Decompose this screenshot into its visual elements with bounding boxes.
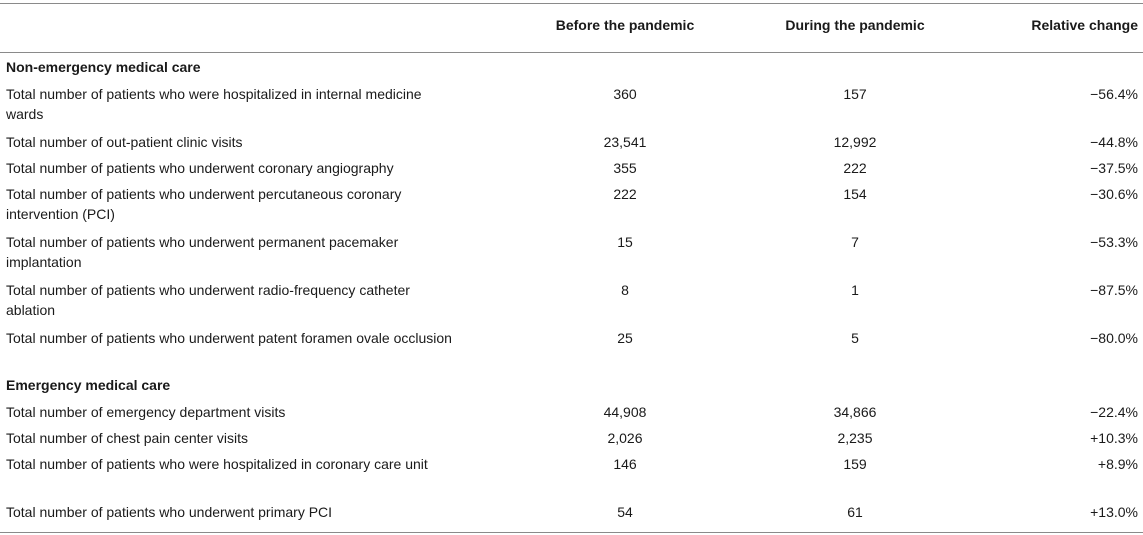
value-before: 54 xyxy=(617,504,633,520)
value-before: 44,908 xyxy=(603,404,647,420)
header-before: Before the pandemic xyxy=(555,17,695,33)
value-during: 12,992 xyxy=(833,134,877,150)
section-title-non-emergency: Non-emergency medical care xyxy=(6,59,201,75)
header-rule xyxy=(0,52,1143,53)
value-before: 2,026 xyxy=(607,430,643,446)
row-label: Total number of patients who underwent radio-frequency catheter ablation xyxy=(6,282,410,318)
table-row xyxy=(0,325,1143,373)
value-change: −30.6% xyxy=(1090,186,1138,202)
row-label: Total number of patients who were hospitalized in coronary care unit xyxy=(6,456,428,472)
value-during: 154 xyxy=(843,186,867,202)
value-before: 15 xyxy=(617,234,633,250)
value-change: +10.3% xyxy=(1090,430,1138,446)
value-during: 2,235 xyxy=(837,430,873,446)
value-change: −56.4% xyxy=(1090,86,1138,102)
value-change: +8.9% xyxy=(1097,456,1138,472)
table-row xyxy=(0,451,1143,499)
row-label: Total number of chest pain center visits xyxy=(6,430,249,446)
value-during: 159 xyxy=(843,456,867,472)
table-row xyxy=(0,181,1143,229)
header-row xyxy=(0,4,1143,52)
value-during: 34,866 xyxy=(833,404,877,420)
header-change: Relative change xyxy=(1031,17,1138,33)
row-label: Total number of patients who underwent permanent pacemaker implantation xyxy=(6,234,399,270)
section-title-emergency: Emergency medical care xyxy=(6,377,171,393)
value-during: 5 xyxy=(851,330,859,346)
value-before: 8 xyxy=(621,282,629,298)
value-before: 146 xyxy=(613,456,637,472)
value-change: −80.0% xyxy=(1090,330,1138,346)
table-row xyxy=(0,277,1143,325)
value-change: +13.0% xyxy=(1090,504,1138,520)
header-during: During the pandemic xyxy=(785,17,925,33)
row-label: Total number of patients who were hospitalized in internal medicine wards xyxy=(6,86,422,122)
table-row xyxy=(0,229,1143,277)
table-row xyxy=(0,155,1143,181)
bottom-rule xyxy=(0,532,1143,533)
row-label: Total number of patients who underwent primary PCI xyxy=(6,504,333,520)
value-during: 61 xyxy=(847,504,863,520)
row-label: Total number of patients who underwent percutaneous coronary intervention (PCI) xyxy=(6,186,402,222)
table-body xyxy=(0,55,1143,525)
table-row xyxy=(0,399,1143,425)
value-during: 222 xyxy=(843,160,867,176)
value-during: 1 xyxy=(851,282,859,298)
value-change: −87.5% xyxy=(1090,282,1138,298)
value-before: 25 xyxy=(617,330,633,346)
value-change: −37.5% xyxy=(1090,160,1138,176)
value-before: 222 xyxy=(613,186,637,202)
value-during: 7 xyxy=(851,234,859,250)
value-change: −53.3% xyxy=(1090,234,1138,250)
value-before: 355 xyxy=(613,160,637,176)
value-change: −22.4% xyxy=(1090,404,1138,420)
table-row xyxy=(0,129,1143,155)
table-row xyxy=(0,425,1143,451)
value-before: 360 xyxy=(613,86,637,102)
row-label: Total number of out-patient clinic visits xyxy=(6,134,243,150)
table-row xyxy=(0,499,1143,525)
value-before: 23,541 xyxy=(603,134,647,150)
row-label: Total number of emergency department visits xyxy=(6,404,286,420)
row-label: Total number of patients who underwent coronary angiography xyxy=(6,160,394,176)
row-label: Total number of patients who underwent patent foramen ovale occlusion xyxy=(6,330,452,346)
value-during: 157 xyxy=(843,86,867,102)
value-change: −44.8% xyxy=(1090,134,1138,150)
table-row xyxy=(0,81,1143,129)
